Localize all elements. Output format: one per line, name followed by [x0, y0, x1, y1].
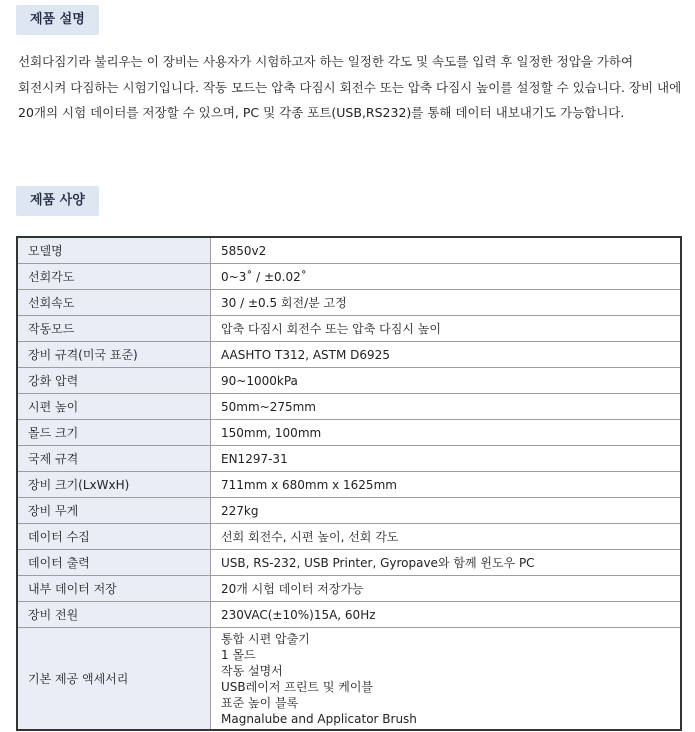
spec-label: 작동모드	[17, 316, 211, 342]
spec-value: 150mm, 100mm	[211, 420, 682, 446]
spec-label: 국제 규격	[17, 446, 211, 472]
spec-row	[17, 394, 681, 420]
accessory-item: Magnalube and Applicator Brush	[221, 711, 417, 726]
accessory-item: 표준 높이 블록	[221, 695, 299, 710]
spec-label: 데이터 수집	[17, 524, 211, 550]
product-description: 선회다짐기라 불리우는 이 장비는 사용자가 시험하고자 하는 일정한 각도 및 속도를 입력 후 일정한 정압을 가하여 회전시켜 다짐하는 시험기입니다. 작동 모드는 압축 다짐시 회전수 또는 압축 다짐시 높이를 설정할 수 있습니다. 장비 내에 20개의 시험 데이터를 저장할 수 있으며, PC 및 각종 포트(USB,RS232)를 통해 데이터 내보내기도 가능합니다.	[18, 54, 682, 120]
spec-row	[17, 498, 681, 524]
spec-row	[17, 524, 681, 550]
spec-label: 장비 전원	[17, 602, 211, 628]
spec-row	[17, 550, 681, 576]
spec-label: 선회각도	[17, 264, 211, 290]
spec-value: EN1297-31	[211, 446, 682, 472]
spec-value: USB, RS-232, USB Printer, Gyropave와 함께 윈도우 PC	[211, 550, 682, 576]
spec-row	[17, 290, 681, 316]
spec-table-body	[17, 237, 681, 730]
spec-row	[17, 237, 681, 264]
spec-row	[17, 602, 681, 628]
accessories-list	[211, 628, 682, 731]
spec-label: 강화 압력	[17, 368, 211, 394]
spec-row	[17, 576, 681, 602]
spec-row	[17, 316, 681, 342]
spec-table	[16, 236, 682, 731]
spec-row	[17, 472, 681, 498]
spec-value: 압축 다짐시 회전수 또는 압축 다짐시 높이	[211, 316, 682, 342]
accessory-item: 작동 설명서	[221, 663, 283, 678]
spec-row	[17, 342, 681, 368]
spec-value: 0~3˚ / ±0.02˚	[211, 264, 682, 290]
spec-label: 몰드 크기	[17, 420, 211, 446]
spec-label: 장비 무게	[17, 498, 211, 524]
spec-value: 20개 시험 데이터 저장가능	[211, 576, 682, 602]
accessory-item: USB레이저 프린트 및 케이블	[221, 679, 373, 694]
section-title-description: 제품 설명	[16, 5, 99, 35]
spec-value: AASHTO T312, ASTM D6925	[211, 342, 682, 368]
spec-row	[17, 420, 681, 446]
spec-value: 선회 회전수, 시편 높이, 선회 각도	[211, 524, 682, 550]
spec-label: 장비 크기(LxWxH)	[17, 472, 211, 498]
spec-value: 30 / ±0.5 회전/분 고정	[211, 290, 682, 316]
spec-label: 선회속도	[17, 290, 211, 316]
spec-row	[17, 368, 681, 394]
spec-label: 기본 제공 액세서리	[17, 628, 211, 731]
accessory-item: 1 몰드	[221, 647, 256, 662]
spec-value: 711mm x 680mm x 1625mm	[211, 472, 682, 498]
spec-value: 5850v2	[211, 237, 682, 264]
spec-row	[17, 264, 681, 290]
spec-value: 227kg	[211, 498, 682, 524]
spec-row-accessories	[17, 628, 681, 731]
accessory-item: 통합 시편 압출기	[221, 631, 310, 646]
spec-value: 90~1000kPa	[211, 368, 682, 394]
spec-label: 시편 높이	[17, 394, 211, 420]
spec-label: 내부 데이터 저장	[17, 576, 211, 602]
spec-row	[17, 446, 681, 472]
spec-value: 230VAC(±10%)15A, 60Hz	[211, 602, 682, 628]
section-title-specifications: 제품 사양	[16, 186, 99, 216]
spec-label: 모델명	[17, 237, 211, 264]
spec-label: 장비 규격(미국 표준)	[17, 342, 211, 368]
spec-label: 데이터 출력	[17, 550, 211, 576]
spec-value: 50mm~275mm	[211, 394, 682, 420]
